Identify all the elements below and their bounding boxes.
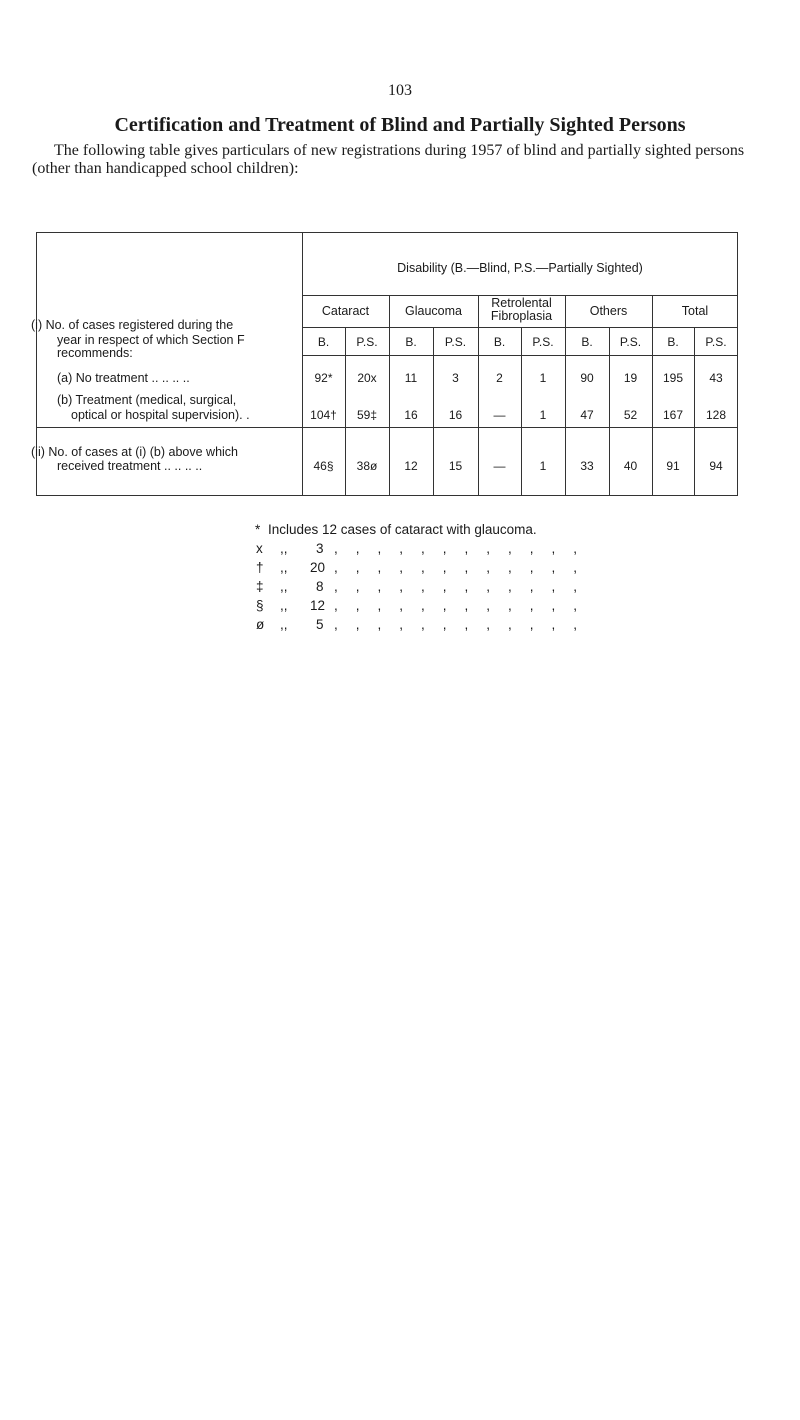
a-total-ps: 43	[709, 371, 723, 385]
b-total-ps: 128	[705, 408, 727, 422]
row-i-label-2: year in respect of which Section F	[57, 333, 245, 347]
a-others-b: 90	[580, 371, 594, 385]
footnote-ddagger-num: 8	[316, 579, 324, 594]
group-fibroplasia: Fibroplasia	[490, 309, 553, 323]
ditto-row-ddagger: ,,,,,,,,,,,,	[334, 579, 596, 594]
row-i-label-3: recommends:	[57, 346, 133, 360]
footnote-ddagger-ditto: ,,	[280, 579, 288, 594]
ii-cataract-b: 46§	[313, 459, 334, 473]
footnote-section-num: 12	[310, 598, 326, 613]
page-title: Certification and Treatment of Blind and Partially Sighted Persons	[114, 114, 686, 136]
group-cataract: Cataract	[321, 304, 370, 318]
footnote-dagger-symbol: †	[256, 560, 264, 575]
sub-ps-retrolental: P.S.	[532, 335, 554, 349]
footnote-dagger-num: 20	[310, 560, 326, 575]
footnote-oslash-ditto: ,,	[280, 617, 288, 632]
footnote-section-ditto: ,,	[280, 598, 288, 613]
rule-between-sections	[37, 427, 738, 428]
row-b-label-1: (b) Treatment (medical, surgical,	[57, 393, 237, 407]
footnote-oslash-num: 5	[316, 617, 324, 632]
rule-under-subheads	[302, 355, 738, 356]
a-cataract-b: 92*	[314, 371, 333, 385]
footnote-star-text: Includes 12 cases of cataract with glaucoma.	[268, 522, 537, 537]
disability-header: Disability (B.—Blind, P.S.—Partially Sighted)	[397, 261, 643, 275]
b-others-ps: 52	[623, 408, 638, 422]
b-glaucoma-ps: 16	[448, 408, 463, 422]
ii-others-ps: 40	[623, 459, 638, 473]
group-glaucoma: Glaucoma	[405, 304, 462, 318]
ii-glaucoma-ps: 15	[448, 459, 463, 473]
group-retrolental: Retrolental	[491, 296, 552, 310]
b-retrolental-b: —	[493, 408, 506, 422]
sub-ps-cataract: P.S.	[356, 335, 378, 349]
group-others: Others	[589, 304, 628, 318]
sub-b-glaucoma: B.	[405, 335, 417, 349]
registration-table	[31, 232, 738, 496]
ii-glaucoma-b: 12	[404, 459, 418, 473]
ii-retrolental-b: —	[493, 459, 506, 473]
footnote-star-symbol: *	[255, 522, 261, 537]
footnote-ddagger-symbol: ‡	[256, 579, 264, 594]
ii-total-ps: 94	[709, 459, 723, 473]
row-ii-label-2: received treatment .. .. .. ..	[57, 459, 203, 473]
a-total-b: 195	[662, 371, 684, 385]
a-cataract-ps: 20x	[357, 371, 377, 385]
b-cataract-b: 104†	[310, 408, 337, 422]
footnote-oslash-symbol: ø	[256, 617, 265, 632]
sub-b-cataract: B.	[317, 335, 330, 349]
b-others-b: 47	[580, 408, 594, 422]
a-retrolental-b: 2	[496, 371, 503, 385]
sub-ps-glaucoma: P.S.	[444, 335, 467, 349]
sub-b-total: B.	[667, 335, 679, 349]
ditto-row-dagger: ,,,,,,,,,,,,	[334, 560, 596, 575]
ditto-row-section: ,,,,,,,,,,,,	[334, 598, 596, 613]
ii-cataract-ps: 38ø	[356, 459, 378, 473]
footnote-x-symbol: x	[256, 541, 263, 556]
rule-under-groups	[302, 327, 738, 328]
sub-ps-others: P.S.	[619, 335, 642, 349]
footnote-dagger-ditto: ,,	[280, 560, 288, 575]
ii-total-b: 91	[666, 459, 680, 473]
ditto-row-x: ,,,,,,,,,,,,	[334, 541, 596, 556]
group-total: Total	[681, 304, 709, 318]
footnote-x-ditto: ,,	[280, 541, 288, 556]
b-cataract-ps: 59‡	[356, 408, 378, 422]
intro-paragraph: The following table gives particulars of new registrations during 1957 of blind and partially sighted persons (other than handicapped school children):	[32, 142, 745, 177]
sub-ps-total: P.S.	[705, 335, 727, 349]
footnote-x-num: 3	[316, 541, 324, 556]
footnote-section-symbol: §	[256, 598, 264, 613]
row-b-label-2: optical or hospital supervision). .	[71, 408, 250, 422]
b-total-b: 167	[662, 408, 684, 422]
sub-b-others: B.	[581, 335, 593, 349]
b-retrolental-ps: 1	[539, 408, 547, 422]
page-number: 103	[388, 82, 412, 99]
a-retrolental-ps: 1	[539, 371, 547, 385]
ii-retrolental-ps: 1	[539, 459, 547, 473]
a-glaucoma-b: 11	[404, 371, 418, 385]
row-i-label-1: (i) No. of cases registered during the	[31, 318, 234, 332]
sub-b-retrolental: B.	[493, 335, 506, 349]
row-ii-label-1: (ii) No. of cases at (i) (b) above which	[31, 445, 239, 459]
a-glaucoma-ps: 3	[452, 371, 459, 385]
row-a-label: (a) No treatment .. .. .. ..	[57, 371, 190, 385]
ii-others-b: 33	[580, 459, 594, 473]
a-others-ps: 19	[623, 371, 638, 385]
ditto-row-oslash: ,,,,,,,,,,,,	[334, 617, 596, 632]
b-glaucoma-b: 16	[404, 408, 418, 422]
